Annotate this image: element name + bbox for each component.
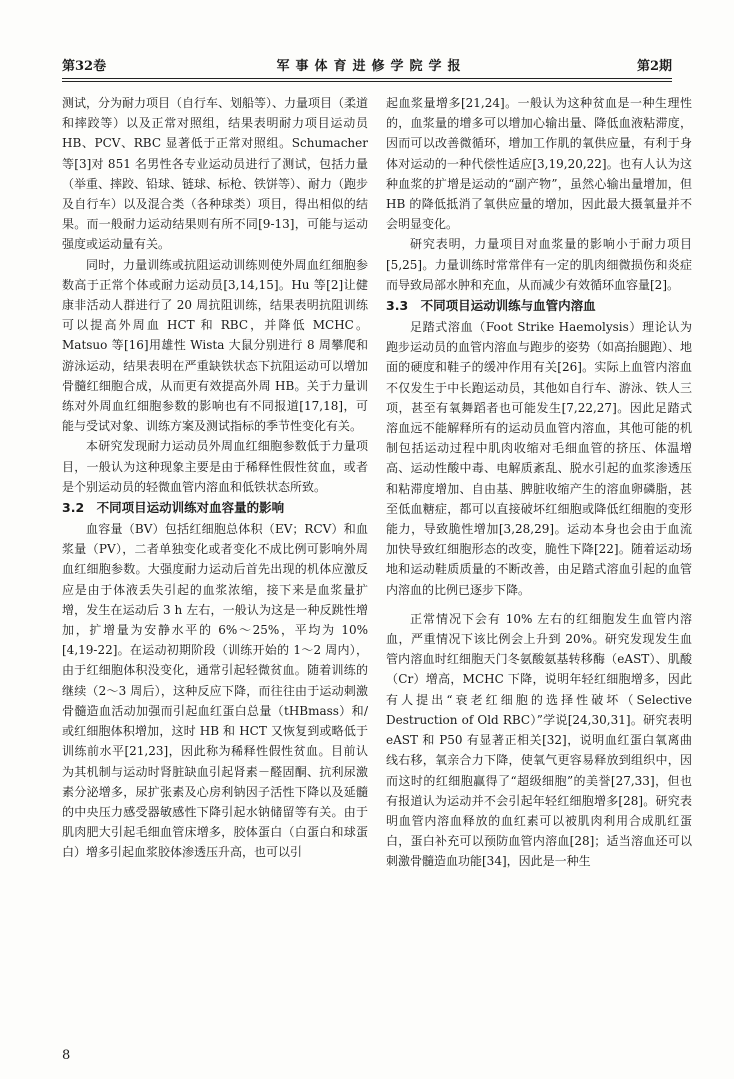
section-heading-3-2: 3.2 不同项目运动训练对血容量的影响 <box>62 500 285 516</box>
paragraph: 同时，力量训练或抗阻运动训练则使外周血红细胞参数高于正常个体或耐力运动员[3,14,15]。Hu 等[2]让健康非活动人群进行了 20 周抗阻训练，结果表明抗阻训练可以提高外周血 HCT 和 RBC，并降低 MCHC。Matsuo 等[16]用雄性 Wista 大鼠分别进行 8 周攀爬和游泳运动，结果表明在严重缺铁状态下抗阻运动可以增加骨髓红细胞合成，从而更有效提高外周 HB。关于力量训练对外周血红细胞参数的影响也有不同报道[17,18]，可能与受试对象、训练方案及测试指标的季节性变化有关。 <box>62 257 368 434</box>
paragraph: 正常情况下会有 10% 左右的红细胞发生血管内溶血，严重情况下该比例会上升到 20%。研究发现发生血管内溶血时红细胞天门冬氨酸氨基转移酶（eAST）、肌酸（Cr）增高，MCHC 下降，说明年轻红细胞增多，因此有人提出“衰老红细胞的选择性破坏（Selective Destruction of Old RBC）”学说[24,30,31]。研究表明 eAST 和 P50 有显著正相关[32]，说明血红蛋白氧离曲线右移，氧亲合力下降，使氧气更容易释放到组织中，因而这时的红细胞赢得了“超级细胞”的美誉[27,33]，但也有报道认为运动并不会引起年轻红细胞增多[28]。研究表明血管内溶血释放的血红素可以被肌肉利用合成肌红蛋白，蛋白补充可以预防血管内溶血[28]；适当溶血还可以刺激骨髓造血功能[34]，因此是一种生 <box>386 611 692 869</box>
paragraph-gap <box>386 600 692 609</box>
header-rule-thin <box>62 81 672 82</box>
right-column <box>386 93 692 1043</box>
section-heading-3-3: 3.3 不同项目运动训练与血管内溶血 <box>386 298 596 314</box>
paragraph: 本研究发现耐力运动员外周血红细胞参数低于力量项目，一般认为这种现象主要是由于稀释性假性贫血，或者是个别运动员的轻微血管内溶血和低铁状态所致。 <box>62 439 368 494</box>
paragraph: 血容量（BV）包括红细胞总体积（EV；RCV）和血浆量（PV），二者单独变化或者变化不成比例可影响外周血红细胞参数。大强度耐力运动后首先出现的机体应激反应是由于体液丢失引起的血浆浓缩，接下来是血浆量扩增，发生在运动后 3 h 左右，一般认为这是一种反跳性增加，扩增量为安静水平的 6%～25%，平均为 10%[4,19-22]。在运动初期阶段（训练开始的 1～2 周内），由于红细胞体积没变化，通常引起轻微贫血。随着训练的继续（2～3 周后），这种反应下降，而往往由于运动刺激骨髓造血活动加强而引起血红蛋白总量（tHBmass）和/或红细胞体积增加，这时 HB 和 HCT 又恢复到或略低于训练前水平[21,23]，因此称为稀释性假性贫血。目前认为其机制与运动时肾脏缺血引起肾素－醛固酮、抗利尿激素分泌增多，尿扩张素及心房利钠因子活性下降以及延髓的中央压力感受器敏感性下降引起水钠储留等有关。由于肌肉肥大引起毛细血管床增多，胶体蛋白（白蛋白和球蛋白）增多引起血浆胶体渗透压升高，也可以引 <box>62 522 368 860</box>
left-column <box>62 93 368 1043</box>
page-number: 8 <box>62 1048 71 1063</box>
paragraph: 起血浆量增多[21,24]。一般认为这种贫血是一种生理性的，血浆量的增多可以增加心输出量、降低血液粘滞度，因而可以改善微循环，增加工作肌的氧供应量，有利于身体对运动的一种代偿性适应[3,19,20,22]。也有人认为这种血浆的扩增是运动的“副产物”，虽然心输出量增加，但 HB 的降低抵消了氧供应量的增加，因此最大摄氧量并不会明显变化。 <box>386 96 692 232</box>
paragraph: 研究表明，力量项目对血浆量的影响小于耐力项目[5,25]。力量训练时常常伴有一定的肌肉细微损伤和炎症而导致局部水肿和充血，从而减少有效循环血容量[2]。 <box>386 237 692 292</box>
header-rule-thick <box>62 78 672 79</box>
journal-title: 军事体育进修学院学报 <box>276 59 467 74</box>
paragraph: 足踏式溶血（Foot Strike Haemolysis）理论认为跑步运动员的血管内溶血与跑步的姿势（如高抬腿跑）、地面的硬度和鞋子的缓冲作用有关[26]。实际上血管内溶血不仅发生于中长跑运动员，其他如自行车、游泳、铁人三项，甚至有氧舞蹈者也可能发生[7,22,27]。因此足踏式溶血远不能解释所有的运动员血管内溶血，其他可能的机制包括运动过程中肌肉收缩对毛细血管的挤压、体温增高、运动性酸中毒、电解质紊乱、脱水引起的血浆渗透压和粘滞度增加、自由基、脾脏收缩产生的溶血卵磷脂，甚至低血糖症，都可以直接破坏红细胞或降低红细胞的变形能力，导致脆性增加[3,28,29]。运动本身也会由于血流加快导致红细胞形态的改变，脆性下降[22]。随着运动场地和运动鞋质质量的不断改善，由足踏式溶血引起的血管内溶血的比例已逐步下降。 <box>386 320 692 597</box>
running-header <box>62 52 672 74</box>
paragraph: 测试，分为耐力项目（自行车、划船等）、力量项目（柔道和摔跤等）以及正常对照组，结果表明耐力项目运动员 HB、PCV、RBC 显著低于正常对照组。Schumacher 等[3]对 851 名男性各专业运动员进行了测试，包括力量（举重、摔跤、铅球、链球、标枪、铁饼等）、耐力（跑步及自行车）以及混合类（各种球类）项目，得出相似的结果。而一般耐力运动结果则有所不同[9-13]，可能与运动强度或运动量有关。 <box>62 96 368 252</box>
issue-label: 第2期 <box>636 59 672 74</box>
volume-label: 第32卷 <box>62 59 107 74</box>
